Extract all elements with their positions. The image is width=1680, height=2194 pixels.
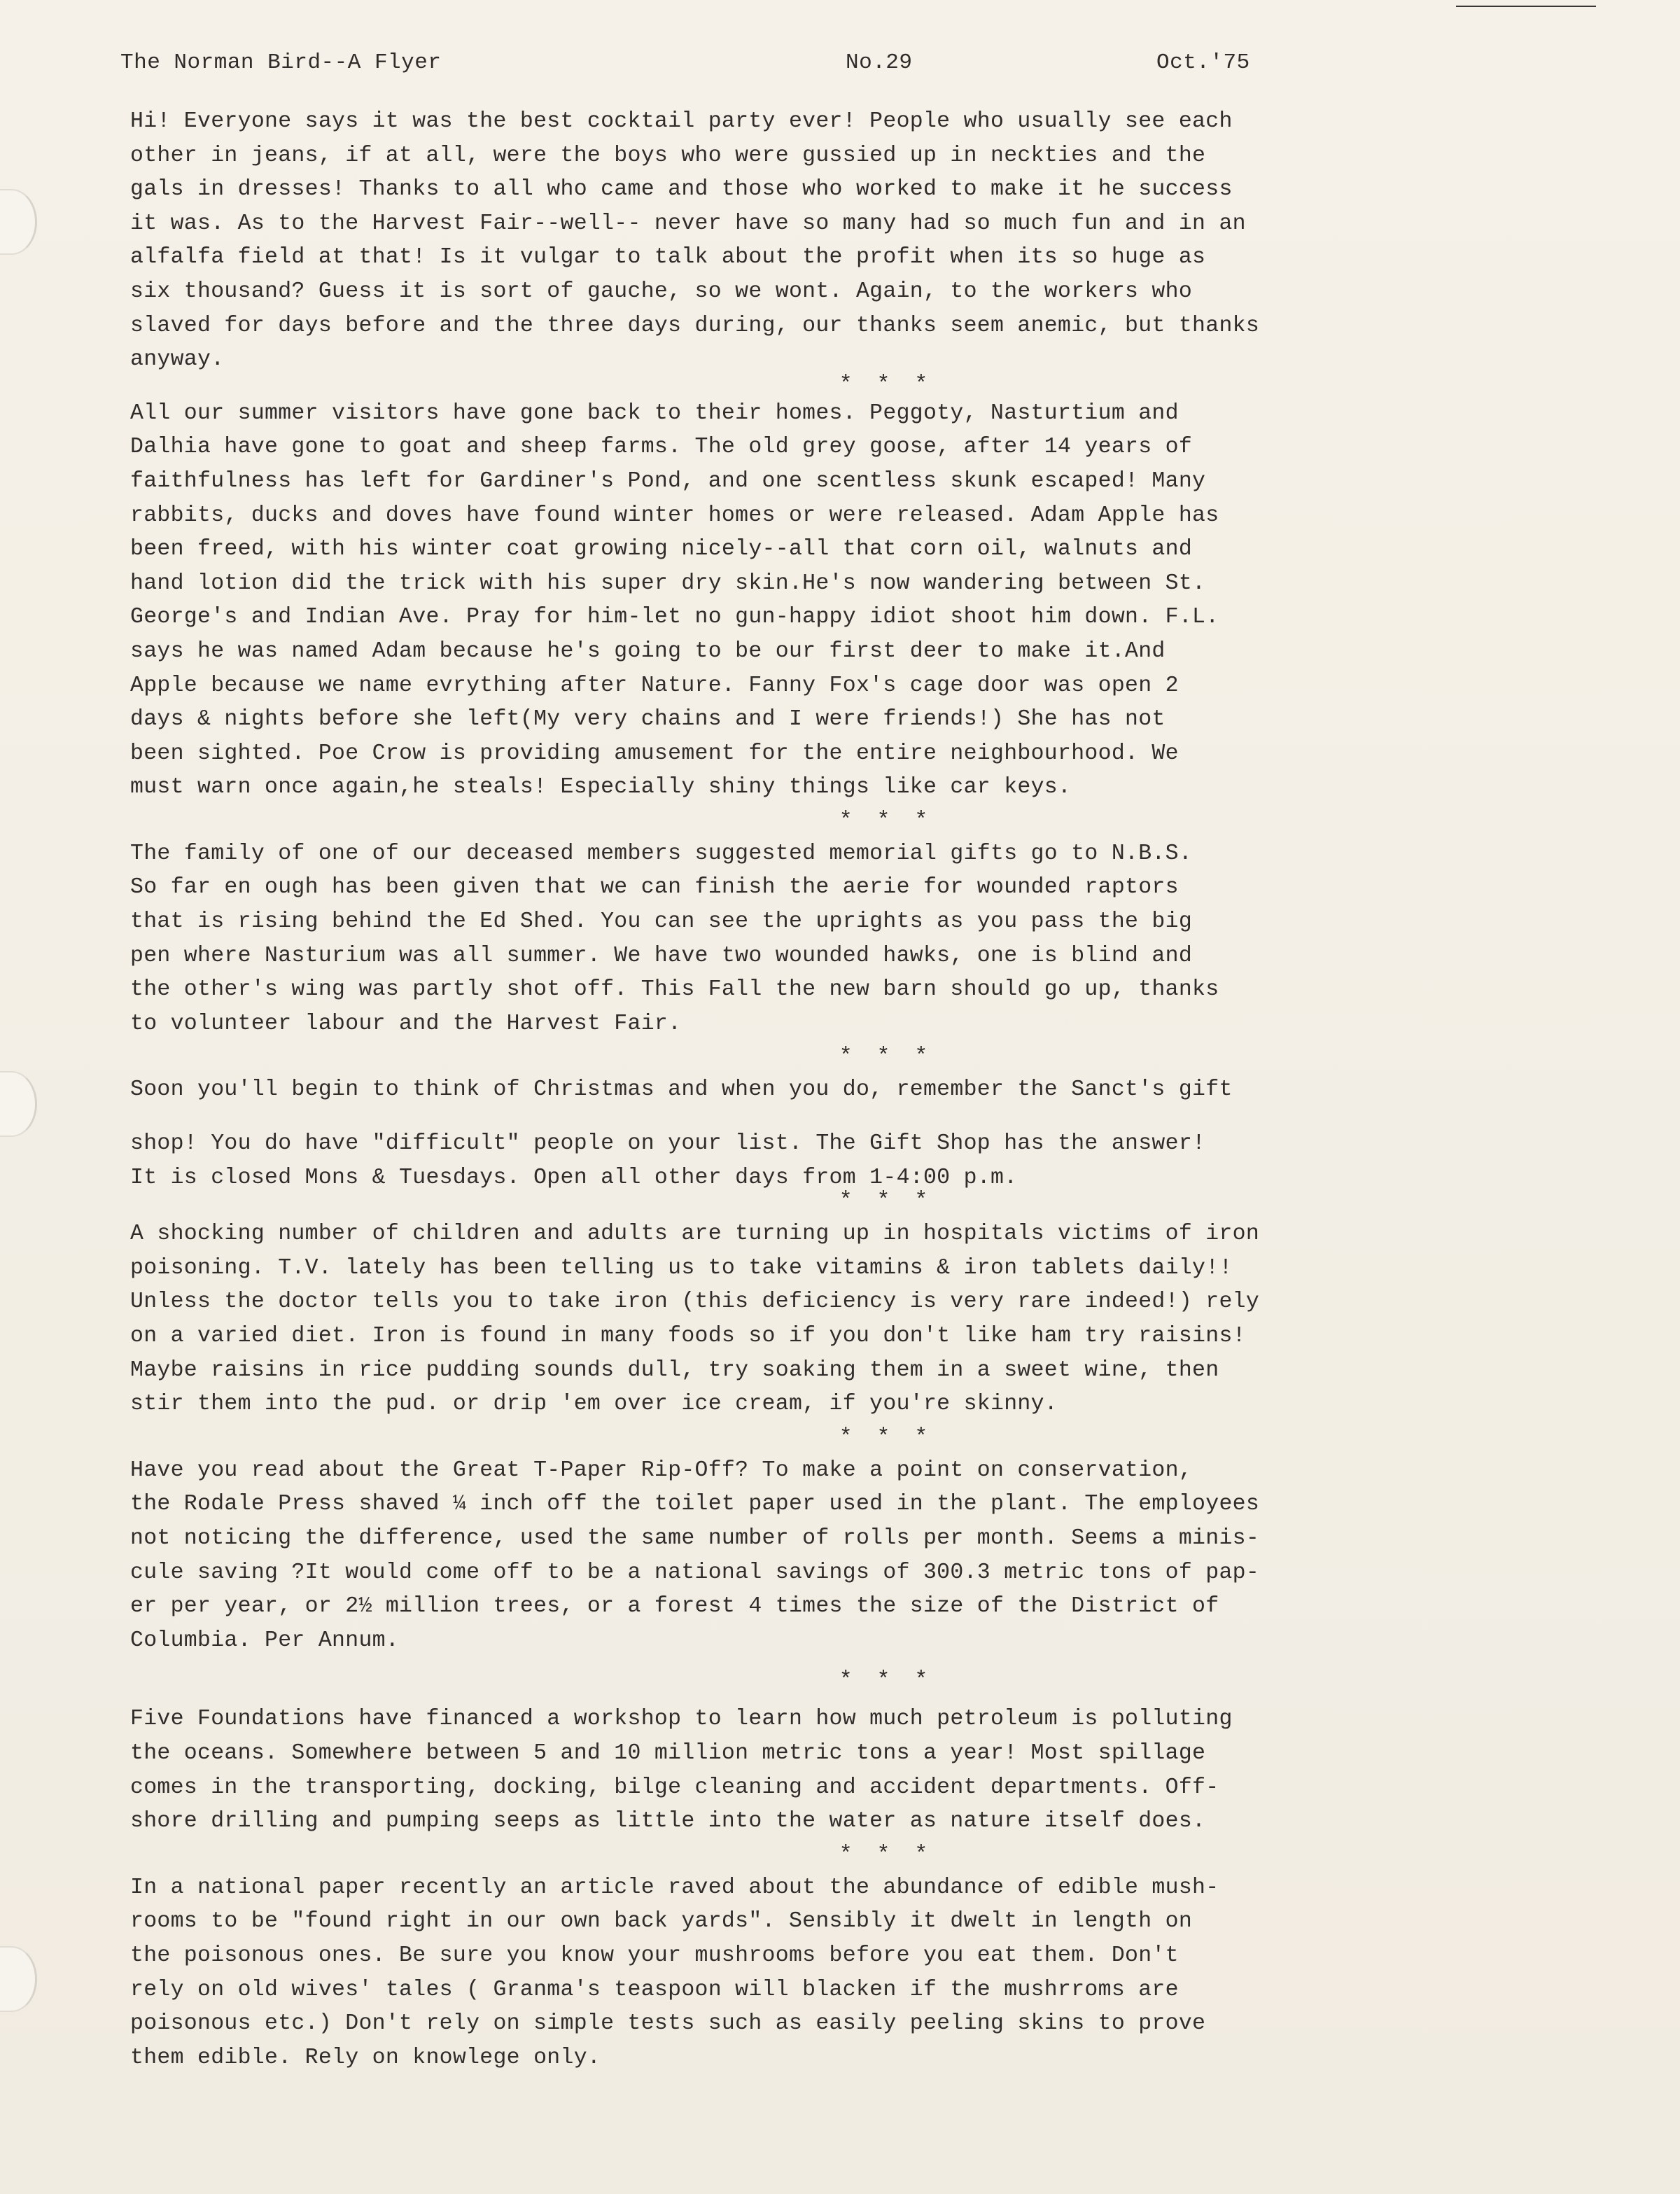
paragraph-party: Hi! Everyone says it was the best cocktail party ever! People who usually see each other in jeans, if at all, were the boys who were gussied up in neckties and the gals in dresses! Thanks to all who came and those who worked to make it he success it was. As to the Harvest Fair--well-- never have so many had so much fun and in an alfalfa field at that! Is it vulgar to talk about the profit when its so huge as six thousand? Guess it is sort of gauche, so we wont. Again, to the workers who slaved for days before and the three days during, our thanks seem anemic, but thanks anyway. — [130, 109, 1260, 372]
newsletter-body — [130, 105, 1586, 2075]
paragraph-memorial: The family of one of our deceased members suggested memorial gifts go to N.B.S. So far en ough has been given that we can finish the aerie for wounded raptors that is rising behind the Ed Shed. You can see the uprights as you pass the big pen where Nasturium was all summer. We have two wounded hawks, one is blind and the other's wing was partly shot off. This Fall the new barn should go up, thanks to volunteer labour and the Harvest Fair. — [130, 841, 1219, 1036]
separator: * * * — [839, 1668, 934, 1693]
punch-hole — [0, 1946, 37, 2012]
issue-date: Oct.'75 — [1156, 50, 1250, 75]
separator: * * * — [839, 372, 934, 397]
separator: * * * — [839, 808, 934, 833]
paragraph-visitors: All our summer visitors have gone back to their homes. Peggoty, Nasturtium and Dalhia have gone to goat and sheep farms. The old grey goose, after 14 years of faithfulness has left for Gardiner's Pond, and one scentless skunk escaped! Many rabbits, ducks and doves have found winter homes or were released. Adam Apple has been freed, with his winter coat growing nicely--all that corn oil, walnuts and hand lotion did the trick with his super dry skin.He's now wandering between St. George's and Indian Ave. Pray for him-let no gun-happy idiot shoot him down. F.L. says he was named Adam because he's going to be our first deer to make it.And Apple because we name evrything after Nature. Fanny Fox's cage door was open 2 days & nights before she left(My very chains and I were friends!) She has not been sighted. Poe Crow is providing amusement for the entire neighbourhood. We must warn once again,he steals! Especially shiny things like car keys. — [130, 400, 1219, 800]
punch-hole — [0, 1071, 37, 1137]
newsletter-title: The Norman Bird--A Flyer — [120, 50, 442, 75]
paragraph-mushrooms: In a national paper recently an article raved about the abundance of edible mush- rooms to be "found right in our own back yards". Sensibly it dwelt in length on the poisonous ones. Be sure you know your mushrooms before you eat them. Don't rely on old wives' tales ( Granma's teaspoon will blacken if the mushrroms are poisonous etc.) Don't rely on simple tests such as easily peeling skins to prove them edible. Rely on knowlege only. — [130, 1875, 1219, 2070]
punch-hole — [0, 189, 37, 255]
separator: * * * — [839, 1425, 934, 1450]
issue-number: No.29 — [846, 50, 913, 75]
separator: * * * — [839, 1842, 934, 1867]
paragraph-iron: A shocking number of children and adults are turning up in hospitals victims of iron poisoning. T.V. lately has been telling us to take vitamins & iron tablets daily!! Unless the doctor tells you to take iron (this deficiency is very rare indeed!) rely on a varied diet. Iron is found in many foods so if you don't like ham try raisins! Maybe raisins in rice pudding sounds dull, try soaking them in a sweet wine, then stir them into the pud. or drip 'em over ice cream, if you're skinny. — [130, 1222, 1260, 1417]
separator: * * * — [839, 1189, 934, 1214]
paragraph-christmas: Soon you'll begin to think of Christmas and when you do, remember the Sanct's gift — [130, 1077, 1233, 1103]
newsletter-header — [120, 50, 1436, 85]
paragraph-petroleum: Five Foundations have financed a workshop to learn how much petroleum is polluting the oceans. Somewhere between 5 and 10 million metric tons a year! Most spillage comes in the transporting, docking, bilge cleaning and accident departments. Off- shore drilling and pumping seeps as little into the water as nature itself does. — [130, 1707, 1233, 1834]
paragraph-t-paper: Have you read about the Great T-Paper Rip-Off? To make a point on conservation, the Rodale Press shaved ¼ inch off the toilet paper used in the plant. The employees not noticing the difference, used the same number of rolls per month. Seems a minis- cule saving ?It would come off to be a national savings of 300.3 metric tons of pap- er per year, or 2½ million trees, or a forest 4 times the size of the District of Columbia. Per Annum. — [130, 1458, 1260, 1653]
top-rule — [1456, 6, 1596, 7]
paragraph-gift-shop: shop! You do have "difficult" people on your list. The Gift Shop has the answer! It is closed Mons & Tuesdays. Open all other days from 1-4:00 p.m. — [130, 1131, 1206, 1190]
separator: * * * — [839, 1044, 934, 1070]
